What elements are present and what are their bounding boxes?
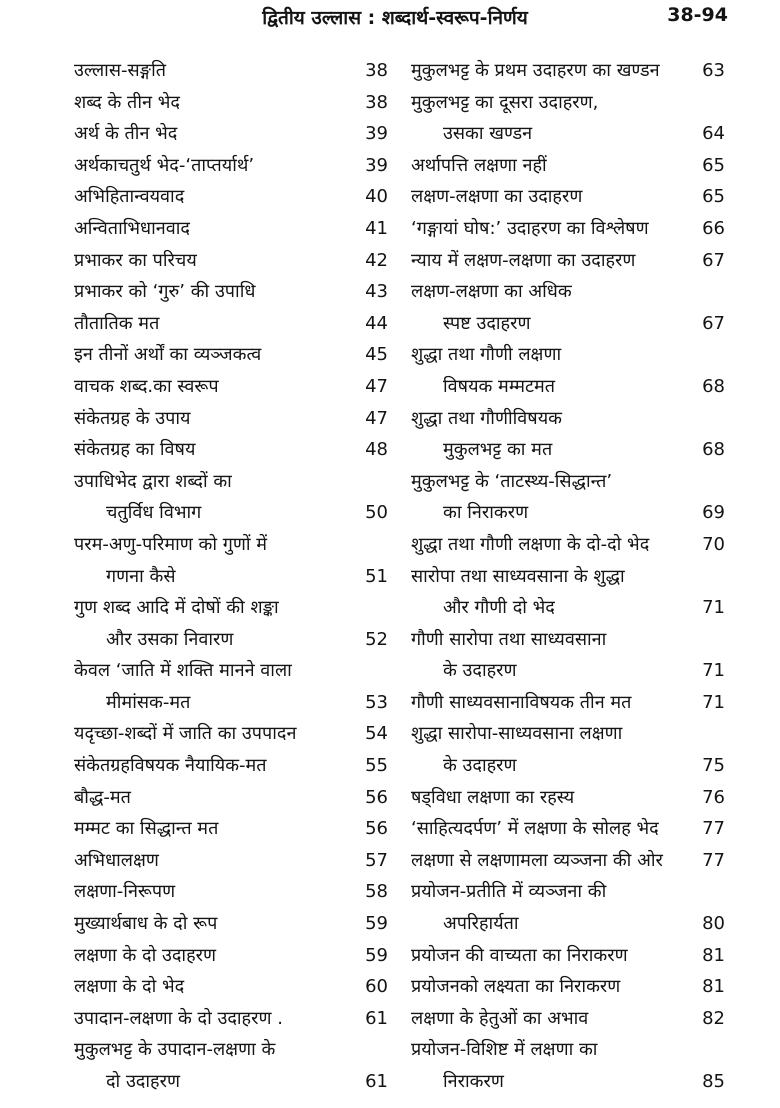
toc-entry-page: 55: [365, 755, 388, 777]
toc-entry-line: [411, 371, 725, 403]
toc-entry-page: 63: [702, 60, 725, 81]
toc-entry-line: [411, 750, 725, 782]
toc-entry-title: स्पष्ट उदाहरण: [443, 312, 531, 334]
toc-entry-line: [74, 782, 388, 814]
toc-entry-page: 57: [365, 849, 388, 871]
toc-entry-page: 39: [365, 123, 388, 145]
toc-entry-title: लक्षणा के दो भेद: [74, 976, 185, 998]
toc-entry-title: उल्लास-सङ्गति: [74, 60, 166, 81]
toc-entry-title: प्रयोजनको लक्ष्यता का निराकरण: [411, 976, 621, 998]
toc-entry-page: 58: [365, 881, 388, 903]
toc-entry-line: [74, 718, 388, 750]
toc-entry-page: [697, 561, 725, 593]
chapter-header: [0, 4, 780, 34]
toc-entry-title: वाचक शब्द.का स्वरूप: [74, 375, 219, 397]
toc-entry-line: [74, 118, 388, 150]
toc-entry-title: ‘गङ्गायां घोष:’ उदाहरण का विश्लेषण: [411, 217, 649, 239]
toc-entry-title: चतुर्विध विभाग: [106, 502, 202, 524]
toc-entry-line: [74, 561, 388, 593]
toc-entry-title: गौणी साध्यवसानाविषयक तीन मत: [411, 691, 632, 713]
toc-entry-line: [411, 181, 725, 213]
toc-entry-line: [411, 782, 725, 814]
toc-entry-page: 48: [365, 439, 388, 461]
toc-entry-title: प्रयोजन-विशिष्ट में लक्षणा का: [411, 1039, 598, 1061]
toc-entry-title: लक्षण-लक्षणा का उदाहरण: [411, 186, 583, 208]
toc-entry-line: [411, 276, 725, 308]
toc-entry-page: 61: [365, 1071, 388, 1092]
toc-entry-page: 59: [365, 913, 388, 935]
toc-entry-page: [697, 466, 725, 498]
toc-entry-page: 76: [702, 786, 725, 808]
toc-entry-line: [74, 1034, 388, 1066]
toc-entry-title: मुख्यार्थबाध के दो रूप: [74, 913, 218, 935]
toc-entry-page: 47: [365, 407, 388, 429]
toc-entry-line: [74, 940, 388, 972]
toc-entry-title: लक्षणा के दो उदाहरण: [74, 944, 217, 966]
toc-entry-page: 69: [702, 502, 725, 524]
toc-entry-line: [74, 971, 388, 1003]
toc-entry-line: [411, 245, 725, 277]
toc-entry-page: 53: [365, 691, 388, 713]
toc-entry-line: [74, 403, 388, 435]
toc-entry-title: अर्थापत्ति लक्षणा नहीं: [411, 154, 547, 176]
toc-entry-page: 82: [702, 1007, 725, 1029]
toc-entry-title: मीमांसक-मत: [106, 691, 191, 713]
toc-entry-title: शुद्धा तथा गौणीविषयक: [411, 407, 562, 429]
toc-entry-page: 39: [365, 154, 388, 176]
toc-entry-page: 81: [702, 976, 725, 998]
toc-entry-title: मुकुलभट्ट के उपादान-लक्षणा के: [74, 1039, 276, 1061]
toc-entry-title: उसका खण्डन: [443, 123, 533, 145]
toc-entry-line: [411, 940, 725, 972]
toc-entry-line: [411, 497, 725, 529]
toc-entry-title: लक्षण-लक्षणा का अधिक: [411, 281, 572, 303]
toc-entry-title: इन तीनों अर्थों का व्यञ्जकत्व: [74, 344, 262, 366]
toc-entry-page: 85: [702, 1071, 725, 1092]
toc-entry-title: लक्षणा के हेतुओं का अभाव: [411, 1007, 589, 1029]
toc-entry-title: ‘साहित्यदर्पण’ में लक्षणा के सोलह भेद: [411, 818, 659, 840]
toc-entry-page: 75: [702, 755, 725, 777]
toc-entry-page: [697, 87, 725, 119]
toc-column-right: [411, 55, 725, 1098]
toc-entry-line: [74, 1066, 388, 1098]
toc-entry-line: [411, 150, 725, 182]
toc-entry-line: [74, 339, 388, 371]
toc-entry-title: प्रयोजन-प्रतीति में व्यञ्जना की: [411, 881, 607, 903]
toc-entry-line: [411, 434, 725, 466]
toc-entry-page: 43: [365, 281, 388, 303]
toc-entry-line: [74, 150, 388, 182]
toc-entry-line: [74, 55, 388, 87]
toc-entry-title: केवल ‘जाति में शक्ति मानने वाला: [74, 660, 292, 682]
toc-entry-page: 71: [702, 660, 725, 682]
toc-entry-title: मुकुलभट्ट के ‘ताटस्थ्य-सिद्धान्त’: [411, 470, 613, 492]
toc-entry-title: उपाधिभेद द्वारा शब्दों का: [74, 470, 232, 492]
toc-entry-title: षड्विधा लक्षणा का रहस्य: [411, 786, 575, 808]
toc-entry-title: विषयक मम्मटमत: [443, 375, 556, 397]
toc-entry-line: [74, 655, 388, 687]
toc-entry-line: [74, 466, 388, 498]
toc-entry-line: [411, 118, 725, 150]
toc-entry-line: [74, 276, 388, 308]
toc-entry-page: 81: [702, 944, 725, 966]
toc-entry-title: सारोपा तथा साध्यवसाना के शुद्धा: [411, 565, 625, 587]
toc-entry-page: 40: [365, 186, 388, 208]
toc-entry-page: 71: [702, 597, 725, 619]
toc-entry-line: [411, 687, 725, 719]
toc-entry-line: [74, 624, 388, 656]
toc-entry-line: [411, 466, 725, 498]
toc-entry-line: [74, 687, 388, 719]
toc-entry-page: [360, 1034, 388, 1066]
toc-entry-title: लक्षणा से लक्षणामला व्यञ्जना की ओर: [411, 849, 663, 871]
chapter-title: द्वितीय उल्लास : शब्दार्थ-स्वरूप-निर्णय: [262, 7, 528, 29]
toc-entry-line: [74, 245, 388, 277]
toc-entry-line: [74, 87, 388, 119]
toc-entry-page: 65: [702, 186, 725, 208]
toc-entry-page: 66: [702, 217, 725, 239]
toc-entry-page: 67: [702, 312, 725, 334]
toc-entry-title: मुकुलभट्ट का मत: [443, 439, 553, 461]
toc-entry-title: निराकरण: [443, 1071, 504, 1092]
toc-entry-line: [411, 308, 725, 340]
toc-entry-title: संकेतग्रह के उपाय: [74, 407, 191, 429]
toc-entry-page: 54: [365, 723, 388, 745]
toc-entry-line: [411, 718, 725, 750]
toc-entry-title: लक्षणा-निरूपण: [74, 881, 176, 903]
toc-entry-page: 65: [702, 154, 725, 176]
toc-entry-line: [74, 908, 388, 940]
toc-entry-line: [74, 1003, 388, 1035]
toc-entry-title: संकेतग्रह का विषय: [74, 439, 196, 461]
toc-entry-page: 44: [365, 312, 388, 334]
toc-entry-title: गणना कैसे: [106, 565, 176, 587]
toc-entry-title: मुकुलभट्ट का दूसरा उदाहरण,: [411, 91, 599, 113]
toc-entry-page: [697, 718, 725, 750]
toc-entry-page: 68: [702, 439, 725, 461]
toc-entry-page: [697, 624, 725, 656]
toc-entry-page: 47: [365, 375, 388, 397]
toc-entry-line: [74, 213, 388, 245]
toc-entry-line: [411, 908, 725, 940]
toc-entry-page: 42: [365, 249, 388, 271]
toc-entry-title: अर्थ के तीन भेद: [74, 123, 178, 145]
toc-entry-title: अभिहितान्वयवाद: [74, 186, 185, 208]
toc-entry-line: [74, 181, 388, 213]
toc-entry-page: 45: [365, 344, 388, 366]
toc-entry-title: तौतातिक मत: [74, 312, 160, 334]
toc-entry-page: [697, 403, 725, 435]
toc-entry-page: 80: [702, 913, 725, 935]
toc-entry-line: [74, 813, 388, 845]
toc-entry-page: 50: [365, 502, 388, 524]
toc-entry-line: [411, 813, 725, 845]
toc-entry-line: [74, 434, 388, 466]
toc-entry-line: [411, 55, 725, 87]
toc-entry-line: [411, 624, 725, 656]
toc-entry-page: 68: [702, 375, 725, 397]
toc-entry-title: संकेतग्रहविषयक नैयायिक-मत: [74, 755, 267, 777]
toc-entry-page: 56: [365, 818, 388, 840]
toc-entry-page: [360, 529, 388, 561]
toc-entry-title: प्रयोजन की वाच्यता का निराकरण: [411, 944, 628, 966]
toc-entry-page: [697, 1034, 725, 1066]
toc-entry-page: 56: [365, 786, 388, 808]
toc-entry-page: [360, 592, 388, 624]
toc-entry-page: 77: [702, 849, 725, 871]
toc-entry-title: दो उदाहरण: [106, 1071, 180, 1092]
toc-entry-line: [411, 213, 725, 245]
toc-entry-page: 77: [702, 818, 725, 840]
toc-entry-page: [697, 276, 725, 308]
toc-entry-line: [74, 371, 388, 403]
toc-entry-page: 67: [702, 249, 725, 271]
toc-entry-title: और उसका निवारण: [106, 628, 234, 650]
toc-entry-page: 71: [702, 691, 725, 713]
toc-entry-page: 38: [365, 60, 388, 81]
toc-entry-title: शुद्धा सारोपा-साध्यवसाना लक्षणा: [411, 723, 623, 745]
toc-entry-page: [360, 655, 388, 687]
toc-entry-page: 51: [365, 565, 388, 587]
toc-entry-line: [411, 1034, 725, 1066]
toc-entry-title: के उदाहरण: [443, 660, 517, 682]
toc-entry-line: [411, 876, 725, 908]
toc-entry-title: प्रभाकर को ‘गुरु’ की उपाधि: [74, 281, 256, 303]
toc-entry-title: के उदाहरण: [443, 755, 517, 777]
toc-entry-title: यदृच्छा-शब्दों में जाति का उपपादन: [74, 723, 297, 745]
toc-entry-title: शुद्धा तथा गौणी लक्षणा: [411, 344, 562, 366]
toc-entry-line: [74, 497, 388, 529]
toc-entry-page: 59: [365, 944, 388, 966]
toc-entry-line: [411, 1003, 725, 1035]
toc-entry-page: 38: [365, 91, 388, 113]
toc-entry-page: 64: [702, 123, 725, 145]
toc-entry-line: [74, 750, 388, 782]
toc-entry-page: [360, 466, 388, 498]
toc-entry-title: शुद्धा तथा गौणी लक्षणा के दो-दो भेद: [411, 533, 650, 555]
toc-entry-line: [411, 592, 725, 624]
toc-entry-page: 60: [365, 976, 388, 998]
toc-entry-title: अर्थकाचतुर्थ भेद-‘ताप्तर्यार्थ’: [74, 154, 255, 176]
toc-entry-title: अभिधालक्षण: [74, 849, 159, 871]
toc-entry-line: [411, 655, 725, 687]
toc-entry-title: मुकुलभट्ट के प्रथम उदाहरण का खण्डन: [411, 60, 660, 81]
toc-entry-title: परम-अणु-परिमाण को गुणों में: [74, 533, 268, 555]
toc-entry-title: गौणी सारोपा तथा साध्यवसाना: [411, 628, 607, 650]
toc-entry-page: 41: [365, 217, 388, 239]
toc-entry-page: [697, 339, 725, 371]
toc-entry-line: [74, 529, 388, 561]
toc-entry-title: और गौणी दो भेद: [443, 597, 555, 619]
toc-entry-page: 70: [702, 533, 725, 555]
toc-entry-title: न्याय में लक्षण-लक्षणा का उदाहरण: [411, 249, 636, 271]
toc-entry-line: [411, 561, 725, 593]
toc-entry-line: [411, 1066, 725, 1098]
toc-entry-title: मम्मट का सिद्धान्त मत: [74, 818, 219, 840]
toc-entry-line: [411, 339, 725, 371]
toc-entry-page: [697, 876, 725, 908]
toc-entry-line: [74, 845, 388, 877]
toc-entry-line: [74, 592, 388, 624]
toc-entry-title: अन्विताभिधानवाद: [74, 217, 190, 239]
toc-entry-line: [411, 529, 725, 561]
toc-column-left: [74, 55, 388, 1098]
toc-entry-page: 52: [365, 628, 388, 650]
toc-entry-title: का निराकरण: [443, 502, 529, 524]
toc-entry-title: शब्द के तीन भेद: [74, 91, 180, 113]
toc-entry-line: [411, 845, 725, 877]
chapter-page-range: 38-94: [667, 4, 728, 26]
toc-entry-title: गुण शब्द आदि में दोषों की शङ्का: [74, 597, 279, 619]
toc-entry-title: उपादान-लक्षणा के दो उदाहरण .: [74, 1007, 283, 1029]
toc-entry-line: [411, 87, 725, 119]
toc-entry-title: प्रभाकर का परिचय: [74, 249, 197, 271]
toc-entry-title: अपरिहार्यता: [443, 913, 519, 935]
toc-entry-line: [411, 403, 725, 435]
toc-entry-page: 61: [365, 1007, 388, 1029]
toc-entry-line: [411, 971, 725, 1003]
toc-entry-line: [74, 308, 388, 340]
toc-entry-line: [74, 876, 388, 908]
toc-entry-title: बौद्ध-मत: [74, 786, 131, 808]
